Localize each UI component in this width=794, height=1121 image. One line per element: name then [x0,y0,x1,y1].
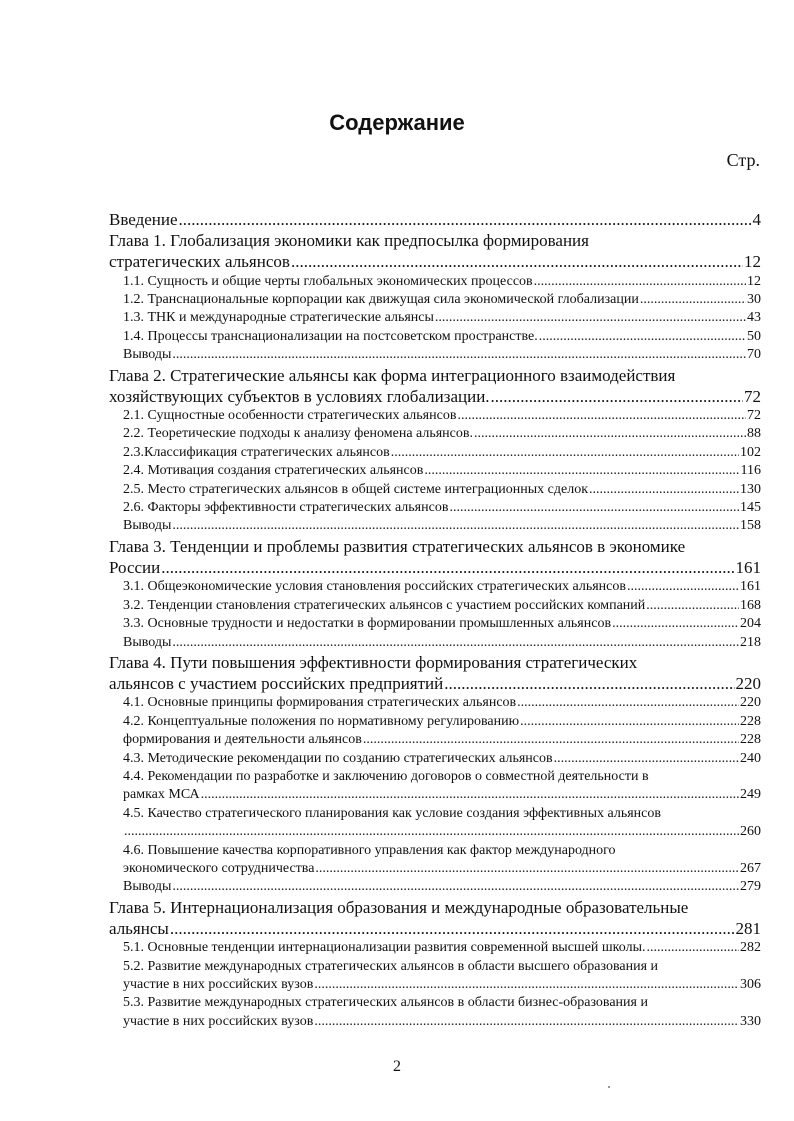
toc-leader-dots [444,673,734,694]
toc-page-number: 145 [740,500,761,516]
toc-section-line [109,615,761,633]
toc-page-number: 282 [740,940,761,956]
toc-entry-text: Глава 4. Пути повышения эффективности формирования стратегических [109,652,638,672]
toc-page-number: 12 [744,252,761,272]
toc-chapter-line [109,652,761,673]
toc-entry-text: формирования и деятельности альянсов [123,732,362,748]
page-column-label: Стр. [726,150,760,170]
toc-page-number: 88 [747,426,761,442]
toc-chapter-line [109,251,761,272]
toc-leader-dots [291,251,743,272]
toc-entry-text: Выводы [123,347,172,363]
page-number: 2 [393,1058,401,1075]
toc-entry-text: 1.3. ТНК и международные стратегические альянсы [123,310,434,326]
toc-section-line [109,407,761,425]
toc-page-number: 30 [747,292,761,308]
toc-page-number: 279 [740,879,761,895]
toc-entry-text: экономического сотрудничества [123,860,315,876]
toc-page-number: 4 [752,210,761,229]
toc-leader-dots [315,860,739,878]
toc-page-number: 116 [740,463,761,479]
toc-leader-dots [124,823,739,841]
toc-entry-text: 5.3. Развитие международных стратегических альянсов в области бизнес-образования и [123,995,648,1011]
toc-page-number: 43 [747,310,761,326]
toc-leader-dots [627,578,739,596]
toc-entry-text: участие в них российских вузов [123,977,314,993]
toc-section-line [109,786,761,804]
toc-entry-text: хозяйствующих субъектов в условиях глобализации. [109,386,490,406]
toc-entry-text: 4.3. Методические рекомендации по созданию стратегических альянсов [123,750,553,766]
toc-page-number: 330 [740,1013,761,1029]
toc-leader-dots [161,557,734,578]
toc-section-line [109,939,761,957]
toc-leader-dots [646,597,739,615]
toc-page-number: 281 [735,919,761,938]
toc-entry-text: Глава 5. Интернационализация образования и международные образовательные [109,897,689,917]
toc-entry-text: России [109,558,161,578]
toc-chapter-line [109,209,761,230]
toc-leader-dots [172,346,746,364]
toc-section-line [109,273,761,291]
toc-page-number: 158 [740,518,761,534]
toc-section-line [109,842,761,860]
toc-page-number: 218 [740,634,761,650]
toc-leader-dots [172,634,739,652]
toc-entry-text: Глава 2. Стратегические альянсы как форма интеграционного взаимодействия [109,365,676,385]
toc-leader-dots [640,291,746,309]
toc-entry-text: Выводы [123,879,172,895]
toc-leader-dots [449,499,739,517]
toc-chapter-line [109,536,761,557]
toc-page-number: 70 [747,347,761,363]
toc-entry-text: Выводы [123,634,172,650]
toc-page-number: 102 [740,444,761,460]
toc-leader-dots [491,386,743,407]
toc-page-number: 72 [747,408,761,424]
toc-entry-text: Выводы [123,518,172,534]
toc-entry-text: стратегических альянсов [109,252,290,272]
toc-section-line [109,860,761,878]
toc-entry-text: 2.2. Теоретические подходы к анализу феномена альянсов. [123,426,473,442]
toc-entry-text: 2.6. Факторы эффективности стратегических альянсов [123,500,449,516]
toc-leader-dots [172,878,739,896]
toc-leader-dots [554,750,739,768]
toc-chapter-line [109,918,761,939]
toc-entry-text: альянсы [109,919,169,938]
toc-page-number: 72 [744,386,761,406]
toc-entry-text: 1.4. Процессы транснационализации на постсоветском пространстве. [123,328,538,344]
toc-leader-dots [474,425,746,443]
toc-page-number: 50 [747,328,761,344]
toc-leader-dots [391,444,739,462]
toc-entry-text: 2.4. Мотивация создания стратегических альянсов [123,463,424,479]
toc-leader-dots [435,309,746,327]
toc-chapter-line [109,230,761,251]
toc-section-line [109,694,761,712]
toc-section-line [109,634,761,652]
toc-page-number: 249 [740,787,761,803]
toc-page-number: 228 [740,713,761,729]
toc-entry-text: 4.1. Основные принципы формирования стратегических альянсов [123,695,517,711]
toc-section-line [109,499,761,517]
toc-chapter-line [109,365,761,386]
toc-entry-text: 4.6. Повышение качества корпоративного управления как фактор международного [123,842,616,858]
toc-section-line [109,750,761,768]
toc-section-line [109,291,761,309]
toc-entry-text: 2.3.Классификация стратегических альянсов [123,444,390,460]
toc-section-line [109,805,761,823]
toc-page-number: 12 [747,273,761,289]
toc-entry-text: 2.1. Сущностные особенности стратегических альянсов [123,408,457,424]
toc-section-line [109,346,761,364]
toc-page-number: 240 [740,750,761,766]
toc-entry-text: 4.4. Рекомендации по разработке и заключению договоров о совместной деятельности в [123,768,649,784]
toc-section-line [109,994,761,1012]
toc-section-line [109,878,761,896]
toc-chapter-line [109,897,761,918]
toc-entry-text: 1.1. Сущность и общие черты глобальных экономических процессов [123,273,533,289]
toc-section-line [109,1013,761,1031]
toc-section-line [109,823,761,841]
toc-page-number: 306 [740,977,761,993]
toc-leader-dots [170,918,735,939]
toc-entry-text: 3.3. Основные трудности и недостатки в формировании промышленных альянсов [123,616,612,632]
toc-section-line [109,731,761,749]
toc-leader-dots [539,328,746,346]
toc-leader-dots [612,615,739,633]
toc-page-number: 130 [740,481,761,497]
toc-entry-text: 4.5. Качество стратегического планирования как условие создания эффективных альянсов [123,805,661,821]
toc-leader-dots [179,209,752,230]
toc-page-number: 220 [740,695,761,711]
toc-page-number: 204 [740,616,761,632]
toc-leader-dots [646,939,739,957]
toc-page-number: 168 [740,597,761,613]
toc-leader-dots [363,731,739,749]
toc-leader-dots [314,976,739,994]
toc-chapter-line [109,557,761,578]
toc-section-line [109,768,761,786]
page-title: Содержание [329,110,465,135]
toc-page-number: 260 [740,824,761,840]
toc-section-line [109,713,761,731]
toc-leader-dots [589,481,739,499]
toc-leader-dots [172,517,739,535]
toc-leader-dots [517,694,739,712]
toc-entry-text: 5.2. Развитие международных стратегических альянсов в области высшего образования и [123,958,659,974]
toc-entry-text: 3.2. Тенденции становления стратегических альянсов с участием российских компаний [123,597,646,613]
toc-leader-dots [534,273,746,291]
toc-section-line [109,309,761,327]
toc-page-number: 161 [735,558,761,578]
toc-entry-text: Глава 1. Глобализация экономики как предпосылка формирования [109,231,589,251]
toc-entry-text: альянсов с участием российских предприятий [109,674,444,694]
toc-entry-text: Глава 3. Тенденции и проблемы развития стратегических альянсов в экономике [109,536,686,556]
toc-section-line [109,958,761,976]
toc-page-number: 161 [740,579,761,595]
toc-entry-text: 2.5. Место стратегических альянсов в общей системе интеграционных сделок [123,481,589,497]
toc-entry-text: 1.2. Транснациональные корпорации как движущая сила экономической глобализации [123,292,639,308]
toc-entry-text: 4.2. Концептуальные положения по нормативному регулированию [123,713,520,729]
toc-leader-dots [314,1013,739,1031]
toc-section-line [109,597,761,615]
toc-entry-text: участие в них российских вузов [123,1013,314,1029]
table-of-contents [109,209,761,1031]
toc-entry-text: Введение [109,210,178,229]
toc-page-number: 228 [740,732,761,748]
toc-leader-dots [457,407,746,425]
toc-section-line [109,425,761,443]
toc-page-number: 267 [740,860,761,876]
toc-section-line [109,462,761,480]
toc-entry-text: 5.1. Основные тенденции интернационализации развития современной высшей школы. [123,940,646,956]
toc-section-line [109,328,761,346]
toc-section-line [109,578,761,596]
toc-entry-text: рамках МСА [123,787,200,803]
toc-leader-dots [201,786,739,804]
toc-entry-text: 3.1. Общеэкономические условия становления российских стратегических альянсов [123,579,626,595]
toc-section-line [109,481,761,499]
toc-page-number: 220 [735,674,761,694]
toc-section-line [109,976,761,994]
toc-section-line [109,517,761,535]
toc-section-line [109,444,761,462]
toc-chapter-line [109,673,761,694]
toc-leader-dots [424,462,739,480]
scan-speck [608,1086,610,1088]
toc-leader-dots [520,713,739,731]
toc-chapter-line [109,386,761,407]
